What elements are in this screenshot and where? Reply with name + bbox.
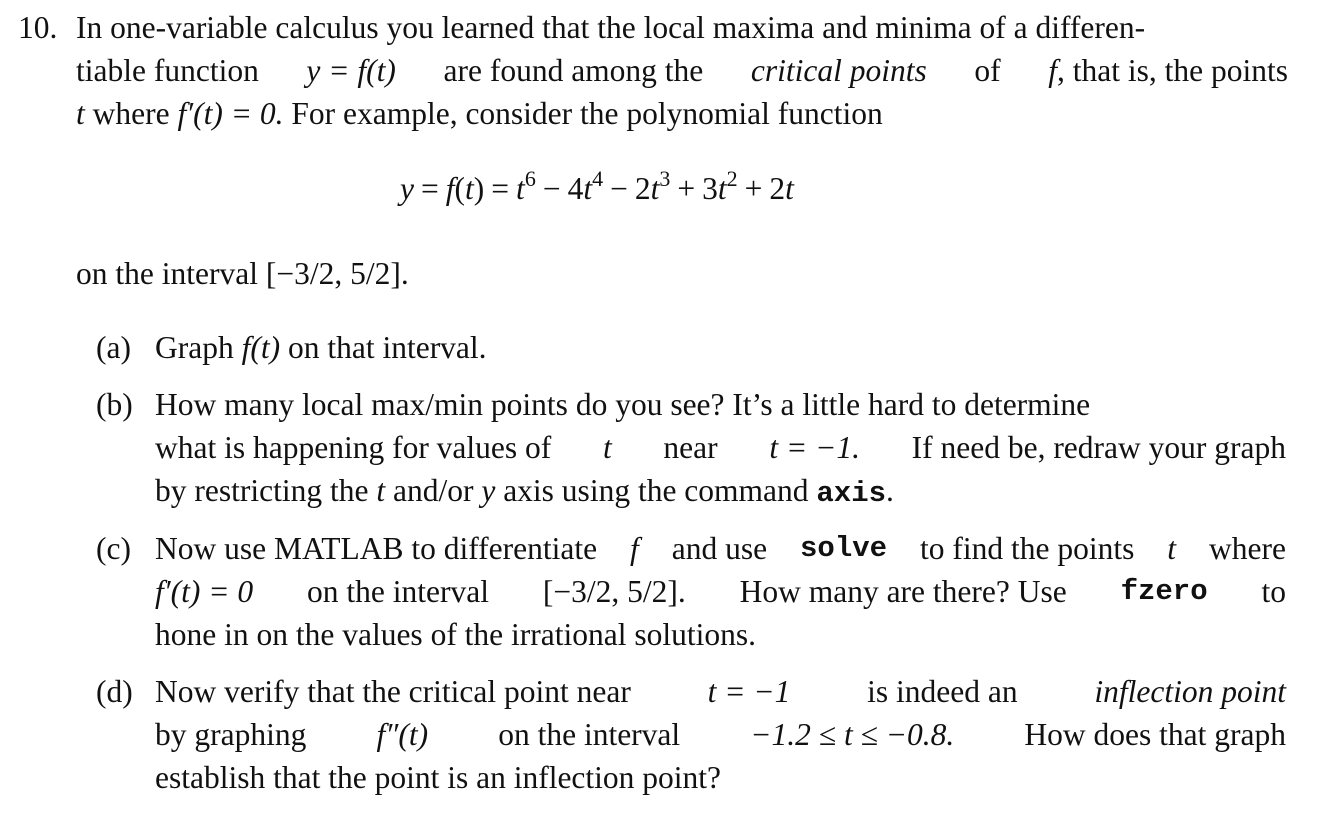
t-equals-minus-one: t = −1: [707, 674, 791, 709]
intro-line-3: [76, 92, 1288, 135]
intro-text: are found among the: [443, 53, 704, 88]
part-d-line-1: [155, 670, 1286, 713]
part-text: .: [886, 473, 894, 508]
variable-t: t: [376, 473, 386, 508]
part-text: If need be, redraw your graph: [911, 430, 1286, 465]
part-b-line-1: [155, 383, 1286, 426]
part-text: Now use MATLAB to differentiate: [155, 531, 598, 566]
part-a: [96, 326, 1286, 369]
part-b-line-3: [155, 469, 1286, 515]
part-text: How does that graph: [1024, 717, 1286, 752]
interval-value: [−3/2, 5/2].: [265, 256, 409, 291]
part-d-line-3: establish that the point is an inflection point?: [155, 760, 722, 795]
part-text: what is happening for values of: [155, 430, 552, 465]
part-text: on that interval.: [287, 330, 487, 365]
interval-text: on the interval: [76, 256, 258, 291]
part-b-line-2: [155, 426, 1286, 469]
variable-t: t: [1167, 531, 1177, 566]
code-axis: axis: [816, 477, 887, 510]
part-label: (b): [96, 387, 133, 422]
part-text: on the interval: [307, 574, 489, 609]
part-b: [96, 383, 1286, 515]
function-expression: y = f(t): [306, 53, 396, 88]
interval-range: −1.2 ≤ t ≤ −0.8.: [750, 717, 955, 752]
derivative-condition: f′(t) = 0.: [177, 96, 284, 131]
variable-y: y: [481, 473, 496, 508]
problem-intro: [76, 6, 1288, 135]
part-text: axis using the command: [503, 473, 809, 508]
part-c: [96, 527, 1286, 656]
function-expression: f(t): [241, 330, 281, 365]
part-text: is indeed an: [867, 674, 1018, 709]
intro-line-2: [76, 49, 1288, 92]
interval-statement: [76, 252, 409, 295]
part-label: (d): [96, 674, 133, 709]
variable-t: t: [602, 430, 612, 465]
part-text: by restricting the: [155, 473, 369, 508]
intro-text: where: [92, 96, 170, 131]
t-equals-minus-one: t = −1.: [769, 430, 860, 465]
part-text: and/or: [392, 473, 474, 508]
part-text: near: [663, 430, 718, 465]
problem-10: [18, 6, 1288, 135]
intro-line-1: In one-variable calculus you learned that the local maxima and minima of a differen-: [76, 10, 1146, 45]
part-text: to: [1261, 574, 1286, 609]
part-c-line-1: [155, 527, 1286, 570]
part-text: How many local max/min points do you see? It’s a little hard to determine: [155, 387, 1091, 422]
intro-text: tiable function: [76, 53, 259, 88]
function-symbol: f: [630, 531, 639, 566]
part-c-line-2: [155, 570, 1286, 613]
intro-text: of: [974, 53, 1001, 88]
derivative-condition: f′(t) = 0: [155, 574, 254, 609]
display-equation: $y = f(t) = t^6 - 4t^4 - 2t^3 + 3t^2 + 2t$: [400, 165, 794, 206]
part-text: where: [1208, 531, 1286, 566]
intro-text: For example, consider the polynomial function: [291, 96, 883, 131]
interval-value: [−3/2, 5/2].: [542, 574, 686, 609]
part-text: to find the points: [919, 531, 1135, 566]
part-text: by graphing: [155, 717, 307, 752]
part-label: (a): [96, 330, 131, 365]
function-symbol: f: [1048, 53, 1057, 88]
variable-t: t: [76, 96, 85, 131]
intro-text: , that is, the points: [1056, 53, 1288, 88]
part-d-line-2: [155, 713, 1286, 756]
emphasis-inflection-point: inflection point: [1094, 674, 1286, 709]
part-text: How many are there? Use: [739, 574, 1067, 609]
emphasis-critical-points: critical points: [750, 53, 927, 88]
part-label: (c): [96, 531, 131, 566]
part-text: Graph: [155, 330, 234, 365]
part-d: [96, 670, 1286, 799]
part-text: and use: [671, 531, 768, 566]
second-derivative: f″(t): [376, 717, 429, 752]
code-solve: solve: [800, 532, 888, 565]
code-fzero: fzero: [1120, 575, 1208, 608]
part-c-line-3: hone in on the values of the irrational solutions.: [155, 617, 757, 652]
part-text: Now verify that the critical point near: [155, 674, 631, 709]
part-text: on the interval: [498, 717, 681, 752]
problem-number: 10.: [18, 10, 58, 45]
